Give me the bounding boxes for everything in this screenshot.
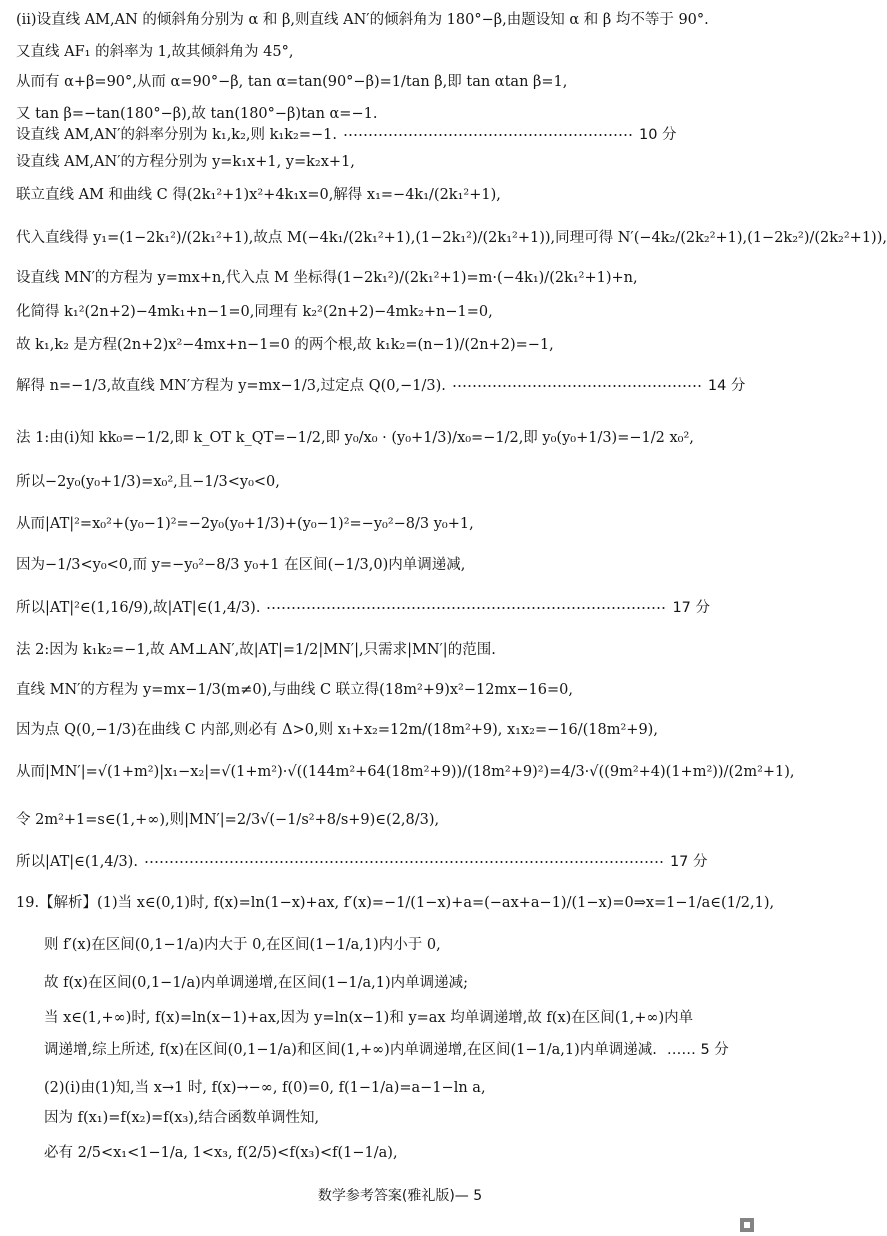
text-line: 则 f′(x)在区间(0,1−1/a)内大于 0,在区间(1−1/a,1)内小于 0, [44,937,441,953]
text-line: 19.【解析】(1)当 x∈(0,1)时, f(x)=ln(1−x)+ax, f′(x)=−1/(1−x)+a=(−ax+a−1)/(1−x)=0⇒x=1−1/a∈(1/2,1), [16,895,775,911]
text-line: 必有 2/5<x₁<1−1/a, 1<x₃, f(2/5)<f(x₃)<f(1−1/a), [44,1145,398,1161]
text-line: 化简得 k₁²(2n+2)−4mk₁+n−1=0,同理有 k₂²(2n+2)−4mk₂+n−1=0, [16,304,493,320]
text-line: 从而|MN′|=√(1+m²)|x₁−x₂|=√(1+m²)·√((144m²+64(18m²+9))/(18m²+9)²)=4/3·√((9m²+4)(1+m²))/(2m²+1), [16,764,795,780]
text-line: 因为点 Q(0,−1/3)在曲线 C 内部,则必有 Δ>0,则 x₁+x₂=12m/(18m²+9), x₁x₂=−16/(18m²+9), [16,722,658,738]
leader-dots [452,385,702,387]
text-line: 设直线 AM,AN′的方程分别为 y=k₁x+1, y=k₂x+1, [16,154,355,170]
text-line: 调递增,综上所述, f(x)在区间(0,1−1/a)和区间(1,+∞)内单调递增,在区间(1−1/a,1)内单调递减. …… 5 分 [44,1042,729,1058]
text-line: (ⅱ)设直线 AM,AN 的倾斜角分别为 α 和 β,则直线 AN′的倾斜角为 180°−β,由题设知 α 和 β 均不等于 90°. [16,12,709,28]
text-line: (2)(ⅰ)由(1)知,当 x→1 时, f(x)→−∞, f(0)=0, f(1−1/a)=a−1−ln a, [44,1080,486,1096]
leader-dots [343,134,633,136]
text-line: 所以|AT|²∈(1,16/9),故|AT|∈(1,4/3). 17 分 [16,600,710,616]
text-line: 因为−1/3<y₀<0,而 y=−y₀²−8/3 y₀+1 在区间(−1/3,0)内单调递减, [16,557,466,573]
score-label: 14 分 [707,378,746,394]
score-label: 17 分 [669,854,708,870]
qr-code-icon [740,1218,754,1232]
text-line: 从而|AT|²=x₀²+(y₀−1)²=−2y₀(y₀+1/3)+(y₀−1)²=−y₀²−8/3 y₀+1, [16,516,474,532]
text-line: 又 tan β=−tan(180°−β),故 tan(180°−β)tan α=−1. [16,106,378,122]
leader-dots [144,861,664,863]
text-line: 法 1:由(ⅰ)知 kk₀=−1/2,即 k_OT k_QT=−1/2,即 y₀/x₀ · (y₀+1/3)/x₀=−1/2,即 y₀(y₀+1/3)=−1/2 x₀², [16,430,694,446]
text-line: 设直线 MN′的方程为 y=mx+n,代入点 M 坐标得(1−2k₁²)/(2k₁²+1)=m·(−4k₁)/(2k₁²+1)+n, [16,270,638,286]
text-line: 直线 MN′的方程为 y=mx−1/3(m≠0),与曲线 C 联立得(18m²+9)x²−12mx−16=0, [16,682,573,698]
text-line: 当 x∈(1,+∞)时, f(x)=ln(x−1)+ax,因为 y=ln(x−1)和 y=ax 均单调递增,故 f(x)在区间(1,+∞)内单 [44,1010,694,1026]
text-line: 联立直线 AM 和曲线 C 得(2k₁²+1)x²+4k₁x=0,解得 x₁=−4k₁/(2k₁²+1), [16,187,501,203]
score-label: 17 分 [672,600,710,616]
text-line: 从而有 α+β=90°,从而 α=90°−β, tan α=tan(90°−β)=1/tan β,即 tan αtan β=1, [16,74,568,90]
text-line: 解得 n=−1/3,故直线 MN′方程为 y=mx−1/3,过定点 Q(0,−1/3). 14 分 [16,378,746,394]
text-line: 令 2m²+1=s∈(1,+∞),则|MN′|=2/3√(−1/s²+8/s+9)∈(2,8/3), [16,812,440,828]
page-footer: 数学参考答案(雅礼版)— 5 [317,1188,483,1204]
score-label: …… 5 分 [666,1042,729,1058]
text-line: 设直线 AM,AN′的斜率分别为 k₁,k₂,则 k₁k₂=−1. 10 分 [16,127,677,143]
text-line: 所以−2y₀(y₀+1/3)=x₀²,且−1/3<y₀<0, [16,474,280,490]
text-line: 又直线 AF₁ 的斜率为 1,故其倾斜角为 45°, [16,44,294,60]
text-line: 所以|AT|∈(1,4/3). 17 分 [16,854,708,870]
text-line: 故 f(x)在区间(0,1−1/a)内单调递增,在区间(1−1/a,1)内单调递减; [44,975,469,991]
score-label: 10 分 [638,127,677,143]
leader-dots [266,607,666,609]
text-line: 故 k₁,k₂ 是方程(2n+2)x²−4mx+n−1=0 的两个根,故 k₁k₂=(n−1)/(2n+2)=−1, [16,337,554,353]
text-line: 代入直线得 y₁=(1−2k₁²)/(2k₁²+1),故点 M(−4k₁/(2k₁²+1),(1−2k₁²)/(2k₁²+1)),同理可得 N′(−4k₂/(2k₂²+1),(1−2k₂²)/(2k₂²+1)), [16,230,887,246]
text-line: 因为 f(x₁)=f(x₂)=f(x₃),结合函数单调性知, [44,1110,320,1126]
text-line: 法 2:因为 k₁k₂=−1,故 AM⊥AN′,故|AT|=1/2|MN′|,只需求|MN′|的范围. [16,642,496,658]
